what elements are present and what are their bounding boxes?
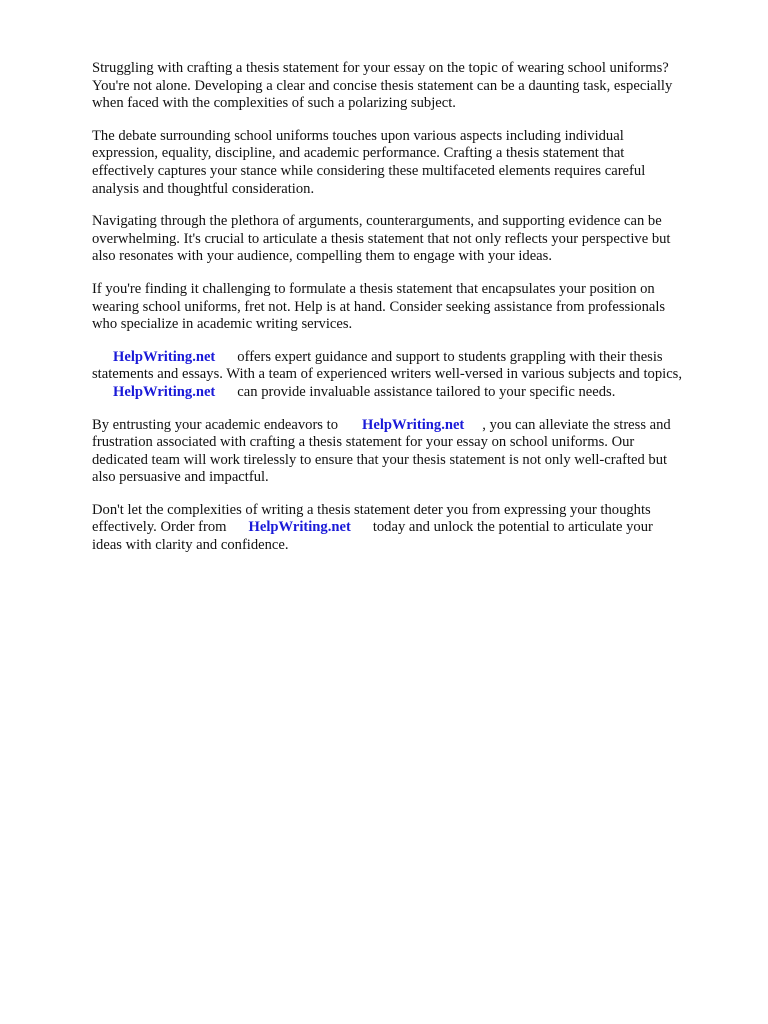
text-fragment: today and unlock the potential to articulate your <box>372 519 653 536</box>
helpwriting-link[interactable]: HelpWriting.net <box>113 348 216 365</box>
text-line: wearing school uniforms, fret not. Help is at hand. Consider seeking assistance from professionals <box>92 298 666 315</box>
paragraph-challenge <box>92 281 722 334</box>
text-line: Struggling with crafting a thesis statement for your essay on the topic of wearing school uniforms? <box>92 60 669 76</box>
text-line: overwhelming. It's crucial to articulate a thesis statement that not only reflects your perspective but <box>92 230 671 247</box>
text-line <box>92 417 722 435</box>
text-line: analysis and thoughtful consideration. <box>92 180 315 197</box>
text-line: also resonates with your audience, compelling them to engage with your ideas. <box>92 248 552 265</box>
text-fragment: , you can alleviate the stress and <box>482 416 671 433</box>
text-fragment: offers expert guidance and support to students grappling with their thesis <box>237 348 663 365</box>
text-line: The debate surrounding school uniforms touches upon various aspects including individual <box>92 127 624 144</box>
paragraph-navigating <box>92 213 722 266</box>
text-line: dedicated team will work tirelessly to ensure that your thesis statement is not only well-crafted but <box>92 451 668 468</box>
text-fragment: can provide invaluable assistance tailored to your specific needs. <box>237 383 616 400</box>
text-line: also persuasive and impactful. <box>92 469 269 486</box>
paragraph-debate <box>92 128 722 198</box>
text-line: who specialize in academic writing services. <box>92 316 353 333</box>
helpwriting-link[interactable]: HelpWriting.net <box>248 519 351 536</box>
document-body <box>92 60 722 570</box>
helpwriting-link[interactable]: HelpWriting.net <box>362 416 465 433</box>
text-line: Navigating through the plethora of arguments, counterarguments, and supporting evidence can be <box>92 213 662 230</box>
text-line <box>92 384 722 402</box>
paragraph-closing <box>92 502 722 555</box>
paragraph-helpwriting <box>92 349 722 402</box>
paragraph-intro <box>92 60 722 113</box>
text-fragment: effectively. Order from <box>92 519 227 536</box>
text-line: frustration associated with crafting a thesis statement for your essay on school uniforms. Our <box>92 434 635 451</box>
text-fragment: By entrusting your academic endeavors to <box>92 416 338 433</box>
text-line: ideas with clarity and confidence. <box>92 537 289 554</box>
text-line: statements and essays. With a team of experienced writers well-versed in various subjects and topics, <box>92 366 683 383</box>
text-line: effectively captures your stance while considering these multifaceted elements requires careful <box>92 162 646 179</box>
text-line: If you're finding it challenging to formulate a thesis statement that encapsulates your position on <box>92 280 655 297</box>
text-line: when faced with the complexities of such a polarizing subject. <box>92 95 456 112</box>
helpwriting-link[interactable]: HelpWriting.net <box>113 383 216 400</box>
text-line: Don't let the complexities of writing a thesis statement deter you from expressing your thoughts <box>92 501 651 518</box>
text-line: You're not alone. Developing a clear and concise thesis statement can be a daunting task, especially <box>92 77 673 94</box>
text-line <box>92 349 722 367</box>
text-line: expression, equality, discipline, and academic performance. Crafting a thesis statement that <box>92 145 625 162</box>
text-line <box>92 519 722 537</box>
paragraph-entrusting <box>92 417 722 487</box>
